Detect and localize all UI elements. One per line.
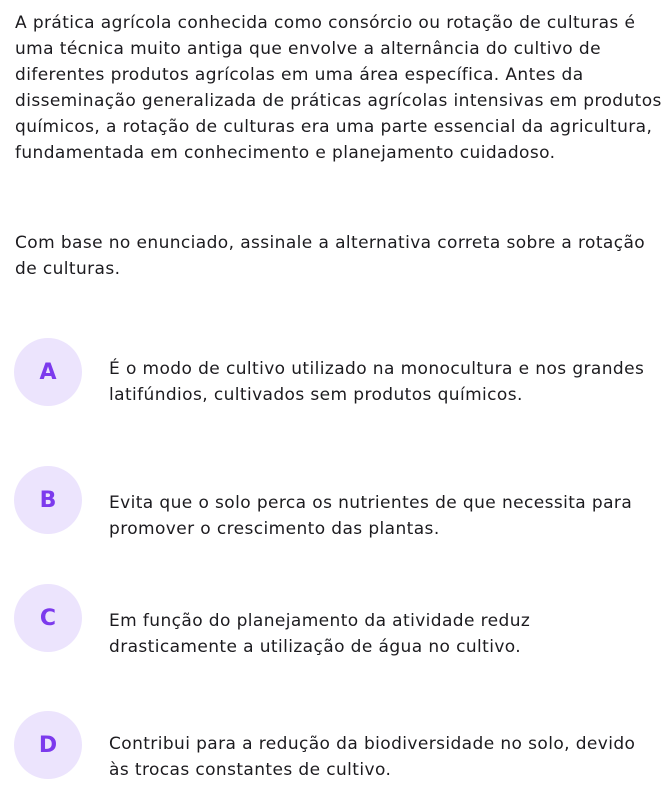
option-c-badge[interactable]: C — [14, 584, 82, 652]
option-d-badge[interactable]: D — [14, 711, 82, 779]
option-b-badge[interactable]: B — [14, 466, 82, 534]
option-a[interactable] — [14, 330, 664, 440]
option-c[interactable] — [14, 584, 664, 674]
option-b[interactable] — [14, 466, 664, 556]
option-a-badge[interactable]: A — [14, 338, 82, 406]
option-c-text[interactable]: Em função do planejamento da atividade reduz drasticamente a utilização de água no cultivo. — [109, 611, 531, 657]
question-statement: A prática agrícola conhecida como consórcio ou rotação de culturas é uma técnica muito antiga que envolve a alternância do cultivo de diferentes produtos agrícolas em uma área específica. Antes da disseminação generalizada de práticas agrícolas intensivas em produtos químicos, a rotação de culturas era uma parte essencial da agricultura, fundamentada em conhecimento e planejamento cuidadoso. — [15, 13, 662, 163]
option-d[interactable] — [14, 701, 664, 791]
question-prompt: Com base no enunciado, assinale a alternativa correta sobre a rotação de culturas. — [15, 233, 646, 279]
option-a-text[interactable]: É o modo de cultivo utilizado na monocultura e nos grandes latifúndios, cultivados sem produtos químicos. — [109, 359, 645, 405]
option-d-text[interactable]: Contribui para a redução da biodiversidade no solo, devido às trocas constantes de cultivo. — [109, 734, 636, 780]
option-b-text[interactable]: Evita que o solo perca os nutrientes de que necessita para promover o crescimento das plantas. — [109, 493, 633, 539]
